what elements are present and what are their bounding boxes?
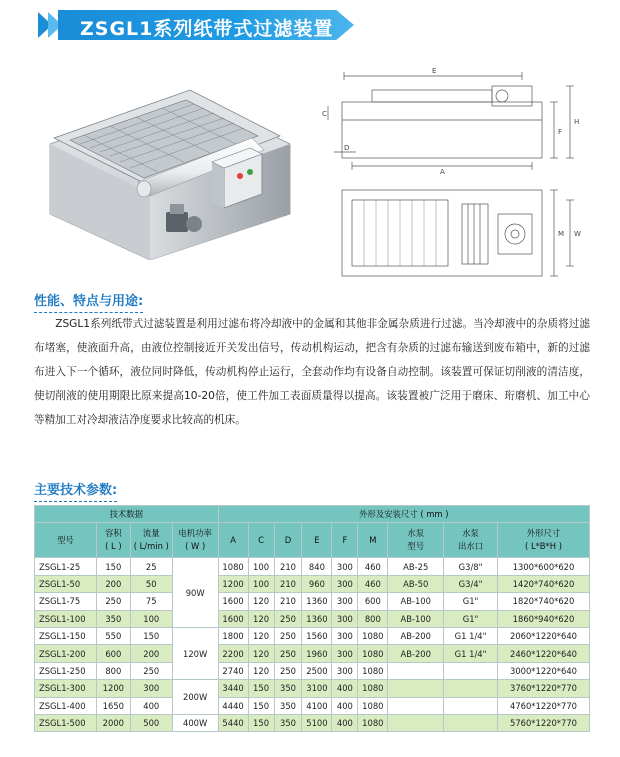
cell-m: 1080 xyxy=(358,662,388,679)
cell-outlet: G1" xyxy=(444,593,498,610)
cell-model: ZSGL1-100 xyxy=(35,610,97,627)
table-row xyxy=(35,558,590,575)
cell-c: 120 xyxy=(248,645,274,662)
cell-f: 300 xyxy=(332,610,358,627)
cell-outlet: G1 1/4" xyxy=(444,627,498,644)
col-flow-label: 流量 xyxy=(142,528,160,539)
dim-label-f: F xyxy=(558,128,563,136)
col-header-d: D xyxy=(274,523,302,558)
cell-pump: AB-100 xyxy=(388,610,444,627)
cell-outlet xyxy=(444,697,498,714)
col-header-a: A xyxy=(218,523,248,558)
dim-label-c: C xyxy=(322,110,327,118)
cell-d: 250 xyxy=(274,610,302,627)
dim-label-e: E xyxy=(432,67,437,75)
table-row xyxy=(35,575,590,592)
cell-outlet xyxy=(444,680,498,697)
top-view-drawing xyxy=(322,184,590,284)
col-pump-sub: 型号 xyxy=(407,541,425,552)
cell-pump: AB-100 xyxy=(388,593,444,610)
cell-pump xyxy=(388,680,444,697)
cell-f: 300 xyxy=(332,627,358,644)
col-header-model xyxy=(35,523,97,558)
cell-outlet: G3/4" xyxy=(444,575,498,592)
cell-flow: 400 xyxy=(130,697,172,714)
cell-volume: 200 xyxy=(96,575,130,592)
cell-a: 3440 xyxy=(218,680,248,697)
cell-volume: 150 xyxy=(96,558,130,575)
cell-f: 300 xyxy=(332,558,358,575)
dim-label-m: M xyxy=(558,230,565,238)
cell-d: 210 xyxy=(274,558,302,575)
cell-volume: 2000 xyxy=(96,714,130,731)
cell-flow: 250 xyxy=(130,662,172,679)
features-description: ZSGL1系列纸带式过滤装置是利用过滤布将冷却液中的金属和其他非金属杂质进行过滤。当冷却液中的杂质将过滤布堵塞，使液面升高，由液位控制接近开关发出信号，传动机构运动，把含有杂质的过滤布输送到废布箱中，新的过滤布进入下一个循环，液位同时降低，传动机构停止运行，全套动作均有设备自动控制。该装置可保证切削液的清洁度，使切削液的使用期限比原来提高10-20倍，使工件加工表面质量得以提高。该装置被广泛用于磨床、珩磨机、加工中心等精加工对冷却液洁净度要求比较高的机床。 xyxy=(34,318,590,426)
cell-e: 5100 xyxy=(302,714,332,731)
cell-flow: 75 xyxy=(130,593,172,610)
cell-model: ZSGL1-200 xyxy=(35,645,97,662)
cell-c: 120 xyxy=(248,662,274,679)
cell-pump: AB-200 xyxy=(388,627,444,644)
cell-c: 120 xyxy=(248,610,274,627)
cell-f: 400 xyxy=(332,680,358,697)
cell-size: 5760*1220*770 xyxy=(497,714,589,731)
table-row xyxy=(35,610,590,627)
cell-a: 4440 xyxy=(218,697,248,714)
cell-model: ZSGL1-50 xyxy=(35,575,97,592)
cell-power: 120W xyxy=(172,627,218,679)
cell-c: 120 xyxy=(248,627,274,644)
cell-power: 200W xyxy=(172,680,218,715)
cell-m: 600 xyxy=(358,593,388,610)
cell-e: 2500 xyxy=(302,662,332,679)
cell-size: 1300*600*620 xyxy=(497,558,589,575)
table-row xyxy=(35,697,590,714)
cell-a: 2200 xyxy=(218,645,248,662)
col-flow-unit: ( L/min ) xyxy=(133,541,169,552)
cell-e: 1360 xyxy=(302,610,332,627)
heading-underline xyxy=(34,501,117,502)
col-header-flow xyxy=(130,523,172,558)
cell-m: 1080 xyxy=(358,697,388,714)
cell-a: 1080 xyxy=(218,558,248,575)
table-row xyxy=(35,680,590,697)
cell-e: 960 xyxy=(302,575,332,592)
cell-d: 210 xyxy=(274,593,302,610)
cell-flow: 500 xyxy=(130,714,172,731)
col-model-label: 型号 xyxy=(57,534,74,545)
cell-d: 350 xyxy=(274,680,302,697)
col-header-size xyxy=(497,523,589,558)
group-header-dims: 外形及安装尺寸 ( mm ) xyxy=(218,506,589,523)
cell-m: 460 xyxy=(358,575,388,592)
cell-model: ZSGL1-250 xyxy=(35,662,97,679)
col-header-pump xyxy=(388,523,444,558)
cell-flow: 50 xyxy=(130,575,172,592)
cell-m: 460 xyxy=(358,558,388,575)
cell-e: 1360 xyxy=(302,593,332,610)
cell-volume: 350 xyxy=(96,610,130,627)
cell-a: 2740 xyxy=(218,662,248,679)
cell-d: 250 xyxy=(274,627,302,644)
col-outlet-label: 水泵 xyxy=(462,528,479,539)
cell-pump: AB-200 xyxy=(388,645,444,662)
cell-flow: 25 xyxy=(130,558,172,575)
col-power-unit: ( W ) xyxy=(185,541,206,552)
cell-size: 2460*1220*640 xyxy=(497,645,589,662)
cell-d: 210 xyxy=(274,575,302,592)
col-header-volume xyxy=(96,523,130,558)
cell-model: ZSGL1-500 xyxy=(35,714,97,731)
cell-outlet: G1 1/4" xyxy=(444,645,498,662)
cell-f: 400 xyxy=(332,714,358,731)
cell-flow: 100 xyxy=(130,610,172,627)
params-table-body xyxy=(35,558,590,732)
front-view-drawing xyxy=(322,62,590,180)
col-power-label: 电机功率 xyxy=(178,528,212,539)
dim-label-h: H xyxy=(574,118,580,126)
col-volume-label: 容积 xyxy=(104,528,122,539)
cell-e: 1960 xyxy=(302,645,332,662)
col-size-label: 外形尺寸 xyxy=(526,528,561,539)
dim-label-w: W xyxy=(574,230,581,238)
cell-c: 100 xyxy=(248,575,274,592)
col-outlet-sub: 出水口 xyxy=(457,541,484,552)
cell-model: ZSGL1-25 xyxy=(35,558,97,575)
cell-model: ZSGL1-400 xyxy=(35,697,97,714)
col-header-e: E xyxy=(302,523,332,558)
cell-d: 350 xyxy=(274,697,302,714)
cell-volume: 800 xyxy=(96,662,130,679)
col-size-unit: ( L*B*H ) xyxy=(525,541,562,552)
cell-flow: 300 xyxy=(130,680,172,697)
cell-power: 400W xyxy=(172,714,218,731)
col-header-f: F xyxy=(332,523,358,558)
cell-f: 300 xyxy=(332,593,358,610)
col-header-outlet xyxy=(444,523,498,558)
cell-m: 1080 xyxy=(358,627,388,644)
cell-pump: AB-50 xyxy=(388,575,444,592)
dim-label-d: D xyxy=(344,144,350,152)
table-row xyxy=(35,645,590,662)
table-row xyxy=(35,593,590,610)
cell-size: 1820*740*620 xyxy=(497,593,589,610)
cell-pump: AB-25 xyxy=(388,558,444,575)
cell-volume: 1650 xyxy=(96,697,130,714)
cell-a: 1200 xyxy=(218,575,248,592)
cell-c: 150 xyxy=(248,697,274,714)
cell-volume: 1200 xyxy=(96,680,130,697)
cell-c: 100 xyxy=(248,558,274,575)
cell-m: 800 xyxy=(358,610,388,627)
cell-outlet xyxy=(444,662,498,679)
cell-a: 5440 xyxy=(218,714,248,731)
cell-flow: 200 xyxy=(130,645,172,662)
cell-outlet xyxy=(444,714,498,731)
cell-size: 1860*940*620 xyxy=(497,610,589,627)
col-header-c: C xyxy=(248,523,274,558)
dim-label-a: A xyxy=(440,168,445,176)
cell-c: 120 xyxy=(248,593,274,610)
col-header-m: M xyxy=(358,523,388,558)
cell-e: 4100 xyxy=(302,697,332,714)
cell-outlet: G3/8" xyxy=(444,558,498,575)
cell-e: 840 xyxy=(302,558,332,575)
features-heading xyxy=(34,290,143,309)
cell-size: 3760*1220*770 xyxy=(497,680,589,697)
params-heading xyxy=(34,479,117,498)
table-row xyxy=(35,662,590,679)
params-heading-text: 主要技术参数: xyxy=(34,483,118,498)
cell-e: 3100 xyxy=(302,680,332,697)
cell-flow: 150 xyxy=(130,627,172,644)
cell-c: 150 xyxy=(248,680,274,697)
cell-m: 1080 xyxy=(358,714,388,731)
cell-size: 1420*740*620 xyxy=(497,575,589,592)
cell-m: 1080 xyxy=(358,680,388,697)
paper-band-filter-machine-photo xyxy=(40,64,300,260)
cell-a: 1800 xyxy=(218,627,248,644)
cell-m: 1080 xyxy=(358,645,388,662)
col-pump-label: 水泵 xyxy=(407,528,425,539)
cell-volume: 600 xyxy=(96,645,130,662)
header-banner xyxy=(38,8,370,42)
cell-f: 300 xyxy=(332,645,358,662)
cell-power: 90W xyxy=(172,558,218,628)
cell-pump xyxy=(388,662,444,679)
table-row xyxy=(35,714,590,731)
cell-f: 300 xyxy=(332,662,358,679)
page-title: ZSGL1系列纸带式过滤装置 xyxy=(80,18,334,40)
cell-c: 150 xyxy=(248,714,274,731)
cell-f: 300 xyxy=(332,575,358,592)
cell-e: 1560 xyxy=(302,627,332,644)
table-row xyxy=(35,627,590,644)
cell-volume: 250 xyxy=(96,593,130,610)
cell-size: 2060*1220*640 xyxy=(497,627,589,644)
group-header-tech: 技术数据 xyxy=(35,506,219,523)
cell-pump xyxy=(388,697,444,714)
cell-size: 4760*1220*770 xyxy=(497,697,589,714)
cell-d: 350 xyxy=(274,714,302,731)
features-heading-text: 性能、特点与用途: xyxy=(34,294,144,309)
params-table xyxy=(34,505,590,732)
cell-volume: 550 xyxy=(96,627,130,644)
col-header-power xyxy=(172,523,218,558)
cell-a: 1600 xyxy=(218,610,248,627)
cell-a: 1600 xyxy=(218,593,248,610)
cell-d: 250 xyxy=(274,662,302,679)
cell-model: ZSGL1-300 xyxy=(35,680,97,697)
col-volume-unit: ( L ) xyxy=(105,541,122,552)
cell-outlet: G1" xyxy=(444,610,498,627)
cell-size: 3000*1220*640 xyxy=(497,662,589,679)
cell-f: 400 xyxy=(332,697,358,714)
cell-pump xyxy=(388,714,444,731)
cell-model: ZSGL1-150 xyxy=(35,627,97,644)
cell-d: 250 xyxy=(274,645,302,662)
cell-model: ZSGL1-75 xyxy=(35,593,97,610)
